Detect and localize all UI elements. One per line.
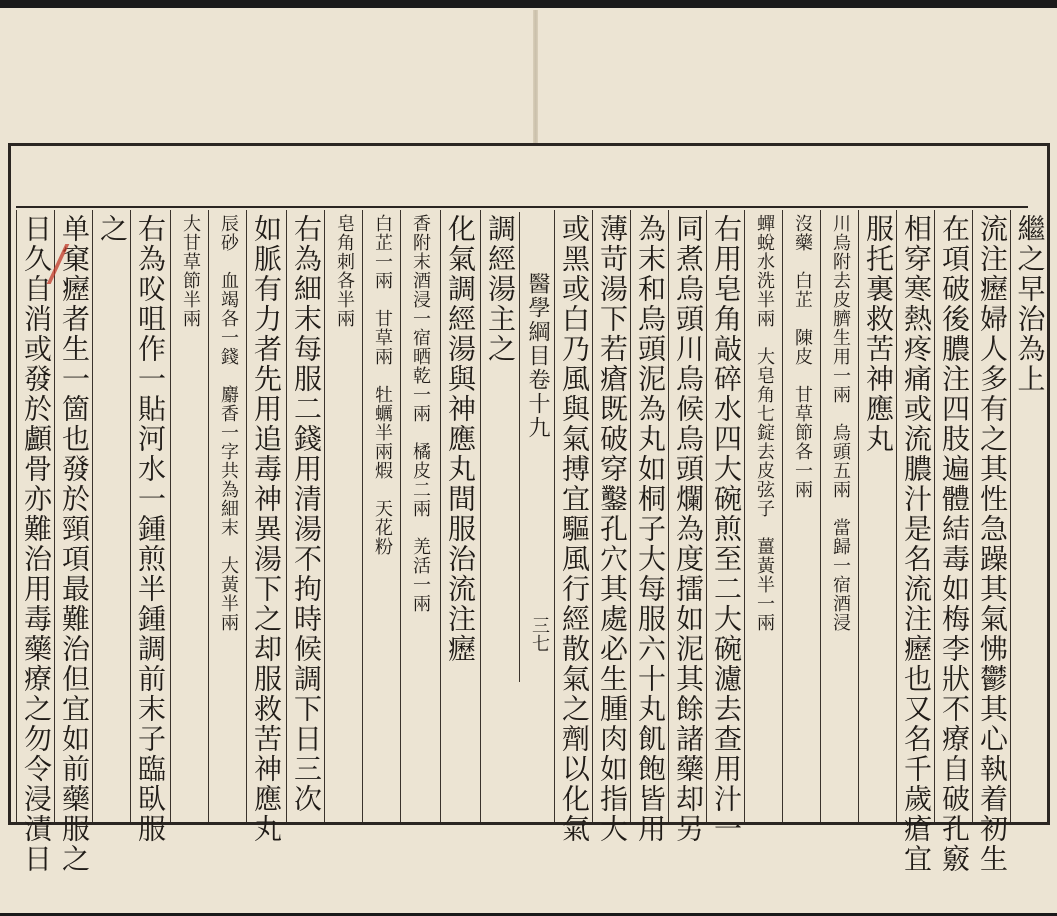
text-column — [706, 210, 745, 844]
column-text: 右用皂角敲碎水四大碗煎至二大碗濾去查用汁一 — [710, 214, 743, 844]
column-text: 之 — [96, 214, 129, 244]
column-text: 右為細末每服二錢用清湯不拘時候調下日三次 — [290, 214, 323, 814]
column-text: 如脈有力者先用追毒神異湯下之却服救苦神應丸 — [250, 214, 283, 844]
column-text: 調經湯主之 — [484, 214, 517, 364]
column-text: 同煮烏頭川烏候烏頭爛為度擂如泥其餘諸藥却另 — [672, 214, 705, 844]
column-text: 沒藥 白芷 陳皮 甘草節各一兩 — [792, 214, 813, 499]
text-column — [896, 210, 935, 874]
text-column — [16, 210, 55, 874]
text-column — [286, 210, 325, 822]
column-text: 白芷一兩 甘草兩 牡蠣半兩煆 天花粉 — [372, 214, 393, 556]
column-text: 服托裏救苦神應丸 — [862, 214, 895, 454]
column-text: 蟬蛻水洗半兩 大皂角七錠去皮弦子 薑黃半一兩 — [754, 214, 775, 632]
text-column — [362, 210, 401, 822]
text-column — [480, 210, 519, 822]
column-text: 流注癧婦人多有之其性急躁其氣怫鬱其心執着初生 — [976, 214, 1009, 874]
column-text: 右為㕮咀作一貼河水一鍾煎半鍾調前末子臨臥服 — [134, 214, 167, 844]
column-text: 日久自消或發於顱骨亦難治用毒藥療之勿令浸漬日 — [20, 214, 53, 874]
text-column — [130, 210, 169, 844]
text-column — [782, 210, 821, 822]
column-text: 辰砂 血竭各一錢 麝香一字共為細末 大黃半兩 — [218, 214, 239, 632]
column-text: 或黑或白乃風與氣搏宜驅風行經散氣之劑以化氣 — [558, 214, 591, 844]
text-column — [630, 210, 669, 844]
text-column — [858, 210, 897, 822]
column-text: 川烏附去皮臍生用一兩 烏頭五兩 當歸一宿酒浸 — [830, 214, 851, 632]
text-column — [246, 210, 285, 844]
column-text: 皂角刺各半兩 — [334, 214, 355, 328]
page-fold — [533, 10, 538, 145]
column-text: 薄苛湯下若瘡既破穿鑿孔穴其處必生腫肉如指大 — [596, 214, 629, 844]
text-column — [972, 210, 1011, 874]
column-text: 大甘草節半兩 — [180, 214, 201, 328]
text-column — [554, 210, 593, 844]
column-text: 為末和烏頭泥為丸如桐子大每服六十丸飢飽皆用 — [634, 214, 667, 844]
text-column — [934, 210, 973, 874]
center-banner — [519, 212, 555, 682]
column-text: 繼之早治為上 — [1013, 214, 1047, 394]
column-text: 香附末酒浸一宿晒乾一兩 橘皮二兩 羌活一兩 — [410, 214, 431, 613]
text-column — [440, 210, 479, 822]
column-text: 相穿寒熱疼痛或流膿汁是名流注癧也又名千歲瘡宜 — [900, 214, 933, 874]
text-column — [744, 210, 783, 822]
text-column — [1010, 210, 1048, 822]
text-column — [400, 210, 439, 822]
text-column — [592, 210, 631, 844]
text-column — [92, 210, 131, 822]
text-column — [668, 210, 707, 844]
column-text: 化氣調經湯與神應丸間服治流注癧 — [444, 214, 477, 664]
text-column — [208, 210, 247, 822]
text-column — [324, 210, 363, 822]
column-text: 单窠癧者生一箇也發於頸項最難治但宜如前藥服之 — [58, 214, 91, 874]
column-text: 在項破後膿注四肢遍體結毒如梅李狀不療自破孔竅 — [938, 214, 971, 874]
leaf-number: 三七 — [529, 616, 550, 652]
text-column — [170, 210, 209, 822]
text-column — [820, 210, 859, 822]
text-column — [54, 210, 93, 874]
book-title: 醫學綱目卷十九 — [525, 272, 550, 440]
